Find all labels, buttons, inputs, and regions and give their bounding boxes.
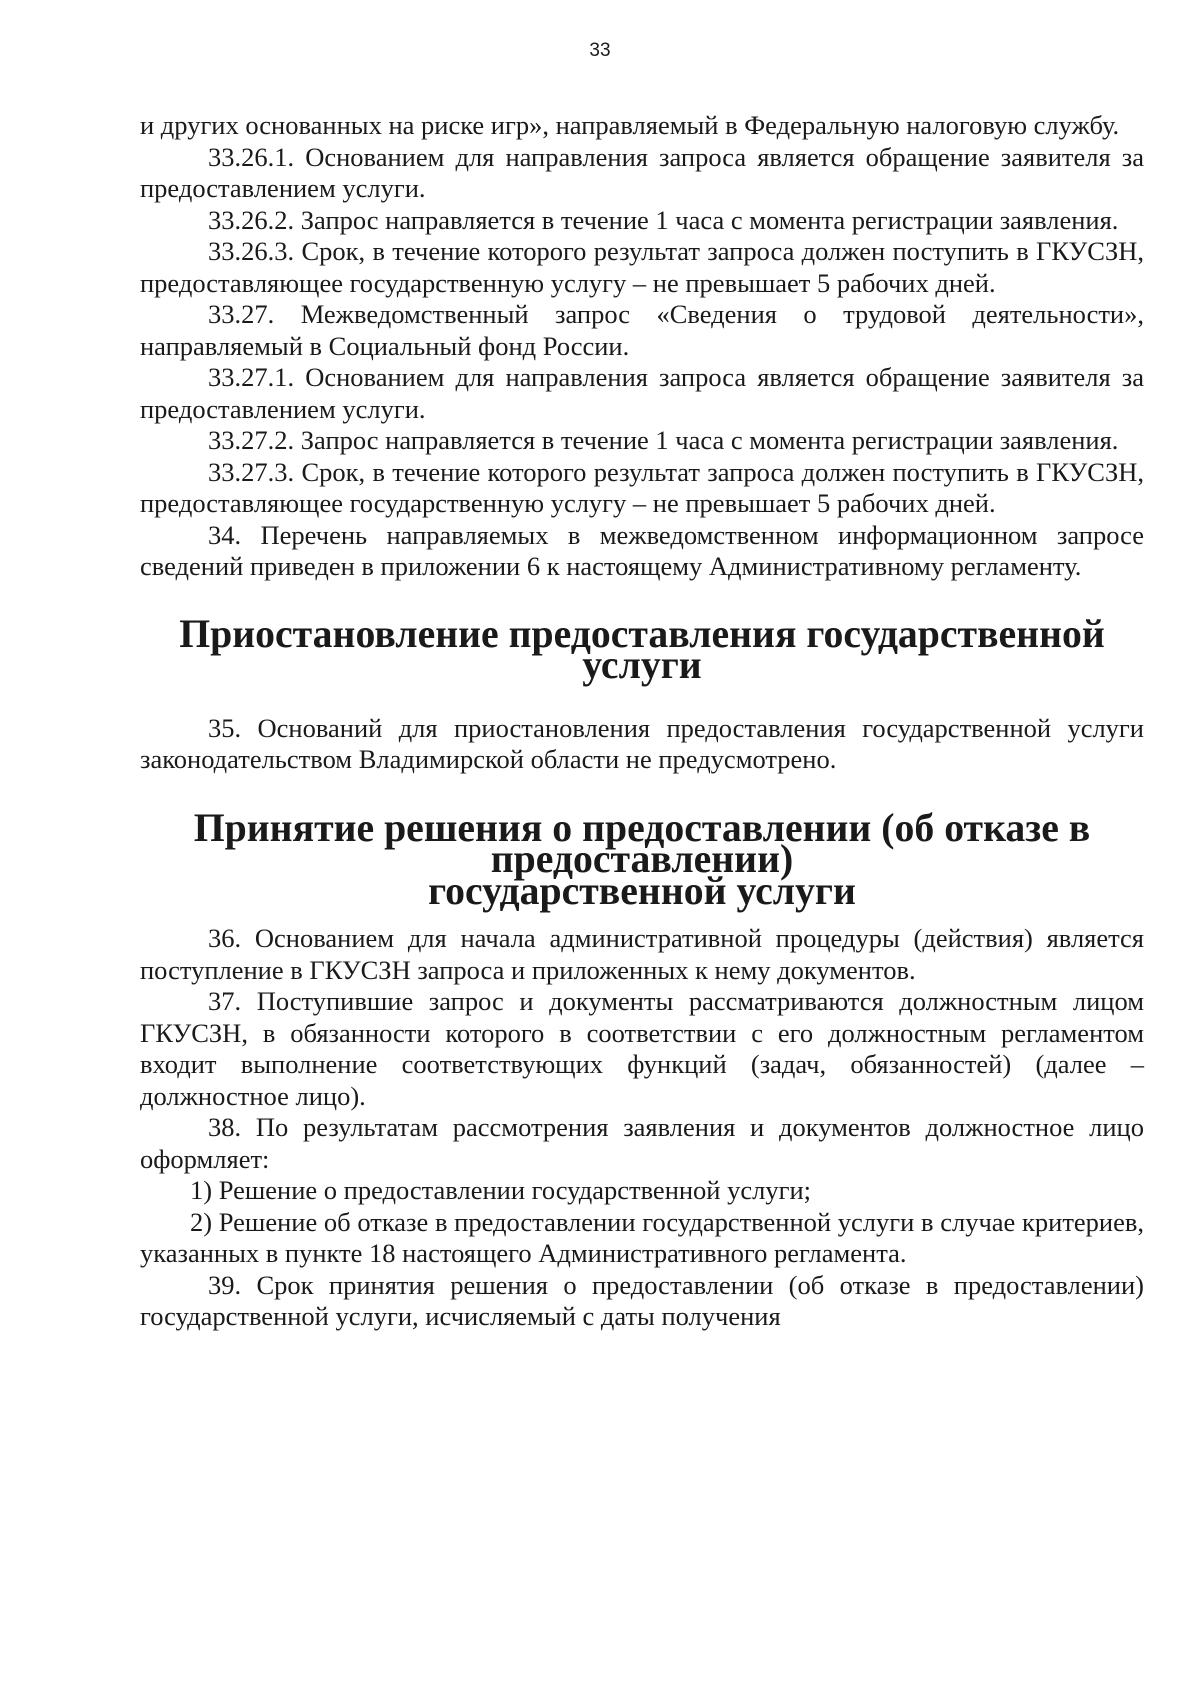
paragraph-34: 34. Перечень направляемых в межведомственном информационном запросе сведений приведен в приложении 6 к настоящему Административному регламенту. [140,519,1144,581]
paragraph-36: 36. Основанием для начала административной процедуры (действия) является поступление в ГКУСЗН запроса и приложенных к нему документов. [140,923,1144,985]
list-item-decision-grant: 1) Решение о предоставлении государственной услуги; [190,1175,812,1205]
paragraph-35: 35. Оснований для приостановления предоставления государственной услуги законодательством Владимирской области не предусмотрено. [140,712,1144,774]
section-heading-decision [140,805,1144,913]
paragraph-continuation: и других основанных на риске игр», направляемый в Федеральную налоговую службу. [140,110,1120,140]
paragraph-33-27: 33.27. Межведомственный запрос «Сведения о трудовой деятельности», направляемый в Социальный фонд России. [140,299,1144,361]
paragraph-33-27-3: 33.27.3. Срок, в течение которого результат запроса должен поступить в ГКУСЗН, предоставляющее государственную услугу – не превышает 5 рабочих дней. [140,456,1144,518]
paragraph-39: 39. Срок принятия решения о предоставлении (об отказе в предоставлении) государственной услуги, исчисляемый с даты получения [140,1269,1144,1331]
paragraph-33-26-3: 33.26.3. Срок, в течение которого результат запроса должен поступить в ГКУСЗН, предоставляющее государственную услугу – не превышает 5 рабочих дней. [140,236,1144,298]
list-item-decision-refusal: 2) Решение об отказе в предоставлении государственной услуги в случае критериев, указанных в пункте 18 настоящего Административного регламента. [140,1206,1144,1268]
page-number: 33 [589,40,611,61]
paragraph-33-27-2: 33.27.2. Запрос направляется в течение 1 часа с момента регистрации заявления. [208,425,1119,455]
paragraph-37: 37. Поступившие запрос и документы рассматриваются должностным лицом ГКУСЗН, в обязанности которого в соответствии с его должностным регламентом входит выполнение соответствующих функций (задач, обязанностей) (далее – должностное лицо). [140,986,1144,1111]
paragraph-33-26-1: 33.26.1. Основанием для направления запроса является обращение заявителя за предоставлением услуги. [140,141,1144,203]
section-heading-suspension: Приостановление предоставления государственной услуги [179,611,1105,687]
paragraph-38: 38. По результатам рассмотрения заявления и документов должностное лицо оформляет: [140,1112,1144,1174]
paragraph-33-27-1: 33.27.1. Основанием для направления запроса является обращение заявителя за предоставлением услуги. [140,362,1144,424]
section-heading-decision-line1: Принятие решения о предоставлении (об отказе в предоставлении) [193,805,1091,881]
paragraph-33-26-2: 33.26.2. Запрос направляется в течение 1 часа с момента регистрации заявления. [208,204,1119,235]
section-heading-decision-line2: государственной услуги [428,868,856,913]
document-body [140,110,1144,1333]
